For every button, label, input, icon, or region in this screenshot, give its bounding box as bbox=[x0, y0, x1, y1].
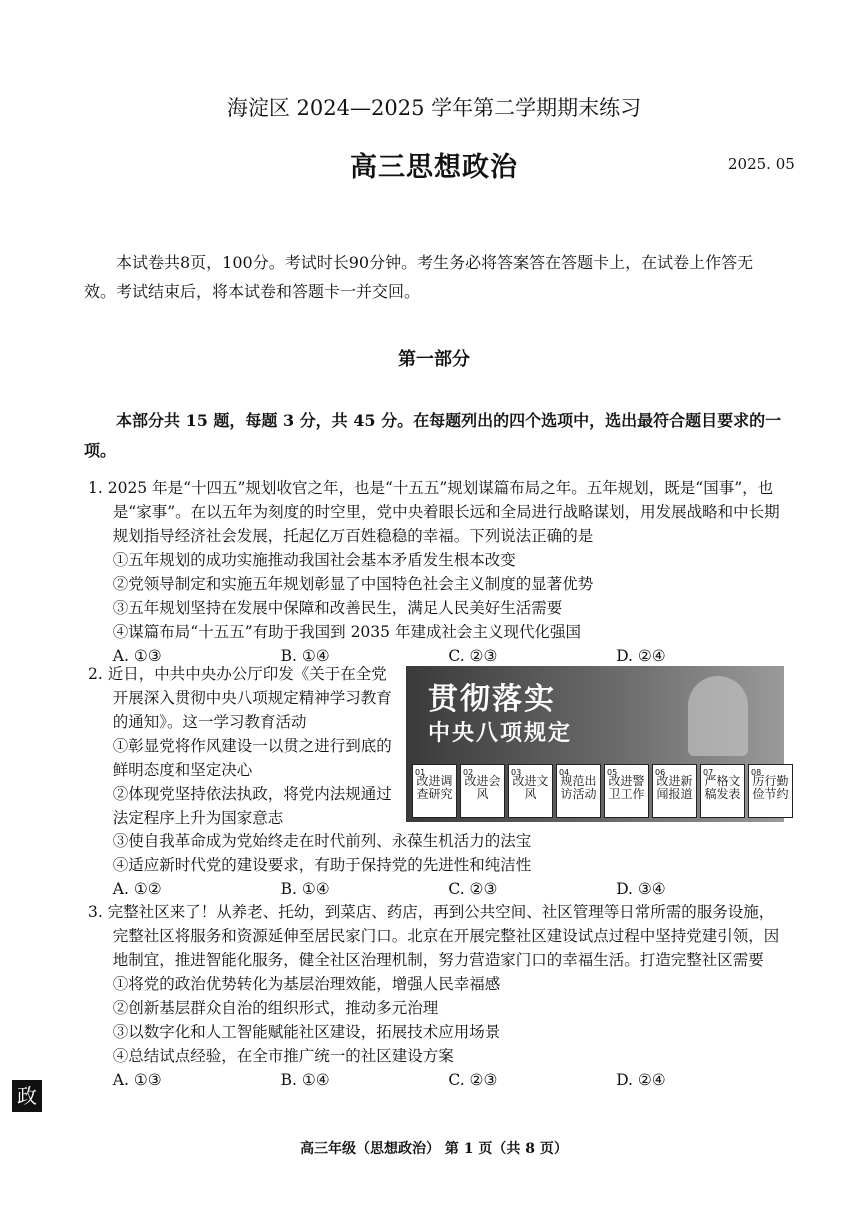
question-2 bbox=[88, 662, 398, 830]
poster-card: 05 改进警卫工作 bbox=[604, 764, 649, 818]
question-1-option-2: ②党领导制定和实施五年规划彰显了中国特色社会主义制度的显著优势 bbox=[112, 575, 594, 593]
question-3-choices bbox=[88, 1068, 784, 1092]
page-footer: 高三年级（思想政治） 第 1 页（共 8 页） bbox=[300, 1141, 568, 1157]
poster-card: 08 厉行勤俭节约 bbox=[748, 764, 793, 818]
poster-card: 04 规范出访活动 bbox=[556, 764, 601, 818]
choice-a[interactable]: A. ①③ bbox=[112, 647, 162, 665]
poster-title: 贯彻落实 bbox=[428, 682, 556, 717]
question-2-stem: 2. 近日，中共中央办公厅印发《关于在全党开展深入贯彻中央八项规定精神学习教育的通知》。这一学习教育活动 bbox=[88, 665, 392, 731]
exam-header-title: 海淀区 2024—2025 学年第二学期期末练习 bbox=[226, 96, 642, 120]
exam-instructions: 本试卷共8页，100分。考试时长90分钟。考生务必将答案答在答题卡上，在试卷上作答无效。考试结束后，将本试卷和答题卡一并交回。 bbox=[84, 253, 754, 301]
question-1-option-1: ①五年规划的成功实施推动我国社会基本矛盾发生根本改变 bbox=[112, 551, 516, 569]
question-2-option-4: ④适应新时代党的建设要求，有助于保持党的先进性和纯洁性 bbox=[112, 856, 532, 874]
question-1-option-3: ③五年规划坚持在发展中保障和改善民生，满足人民美好生活需要 bbox=[112, 599, 563, 617]
eight-point-regulation-poster bbox=[406, 666, 789, 822]
poster-cards bbox=[412, 764, 793, 818]
subject-side-mark: 政 bbox=[12, 1080, 42, 1112]
question-3 bbox=[88, 900, 784, 1092]
poster-card: 07 严格文稿发表 bbox=[700, 764, 745, 818]
choice-a[interactable]: A. ①③ bbox=[112, 1071, 162, 1089]
choice-b[interactable]: B. ①④ bbox=[280, 1071, 330, 1089]
section-title: 第一部分 bbox=[398, 349, 470, 370]
choice-d[interactable]: D. ②④ bbox=[616, 647, 666, 665]
choice-c[interactable]: C. ②③ bbox=[448, 880, 498, 898]
question-2-option-3: ③使自我革命成为党始终走在时代前列、永葆生机活力的法宝 bbox=[112, 832, 532, 850]
question-2-choices bbox=[88, 877, 784, 901]
poster-subtitle: 中央八项规定 bbox=[428, 721, 573, 746]
question-3-option-2: ②创新基层群众自治的组织形式，推动多元治理 bbox=[112, 999, 439, 1017]
question-2-option-2: ②体现党坚持依法执政，将党内法规通过法定程序上升为国家意志 bbox=[112, 785, 392, 827]
exam-date: 2025. 05 bbox=[728, 155, 795, 173]
poster-card: 01 改进调查研究 bbox=[412, 764, 457, 818]
question-3-option-3: ③以数字化和人工智能赋能社区建设，拓展技术应用场景 bbox=[112, 1023, 501, 1041]
question-1-option-4: ④谋篇布局“十五五”有助于我国到 2035 年建成社会主义现代化强国 bbox=[112, 623, 581, 641]
question-3-option-4: ④总结试点经验，在全市推广统一的社区建设方案 bbox=[112, 1047, 454, 1065]
choice-c[interactable]: C. ②③ bbox=[448, 1071, 498, 1089]
choice-b[interactable]: B. ①④ bbox=[280, 647, 330, 665]
poster-card: 06 改进新闻报道 bbox=[652, 764, 697, 818]
choice-d[interactable]: D. ③④ bbox=[616, 880, 666, 898]
poster-card: 02 改进会风 bbox=[460, 764, 505, 818]
question-1-stem: 1. 2025 年是“十四五”规划收官之年，也是“十五五”规划谋篇布局之年。五年规划，既是“国事”，也是“家事”。在以五年为刻度的时空里，党中央着眼长远和全局进行战略谋划，用发展战略和中长期规划指导经济社会发展，托起亿万百姓稳稳的幸福。下列说法正确的是 bbox=[88, 479, 780, 545]
choice-d[interactable]: D. ②④ bbox=[616, 1071, 666, 1089]
subject-title: 高三思想政治 bbox=[350, 152, 518, 183]
question-2-continued bbox=[88, 829, 784, 901]
choice-c[interactable]: C. ②③ bbox=[448, 647, 498, 665]
poster-card: 03 改进文风 bbox=[508, 764, 553, 818]
poster-decoration bbox=[688, 676, 748, 756]
section-description: 本部分共 15 题，每题 3 分，共 45 分。在每题列出的四个选项中，选出最符合题目要求的一项。 bbox=[84, 411, 782, 460]
choice-a[interactable]: A. ①② bbox=[112, 880, 162, 898]
question-1 bbox=[88, 476, 784, 668]
question-2-option-1: ①彰显党将作风建设一以贯之进行到底的鲜明态度和坚定决心 bbox=[112, 737, 392, 779]
question-3-option-1: ①将党的政治优势转化为基层治理效能，增强人民幸福感 bbox=[112, 975, 501, 993]
choice-b[interactable]: B. ①④ bbox=[280, 880, 330, 898]
question-3-stem: 3. 完整社区来了！从养老、托幼，到菜店、药店，再到公共空间、社区管理等日常所需的服务设施，完整社区将服务和资源延伸至居民家门口。北京在开展完整社区建设试点过程中坚持党建引领，因地制宜，推进智能化服务，健全社区治理机制，努力营造家门口的幸福生活。打造完整社区需要 bbox=[88, 903, 780, 969]
